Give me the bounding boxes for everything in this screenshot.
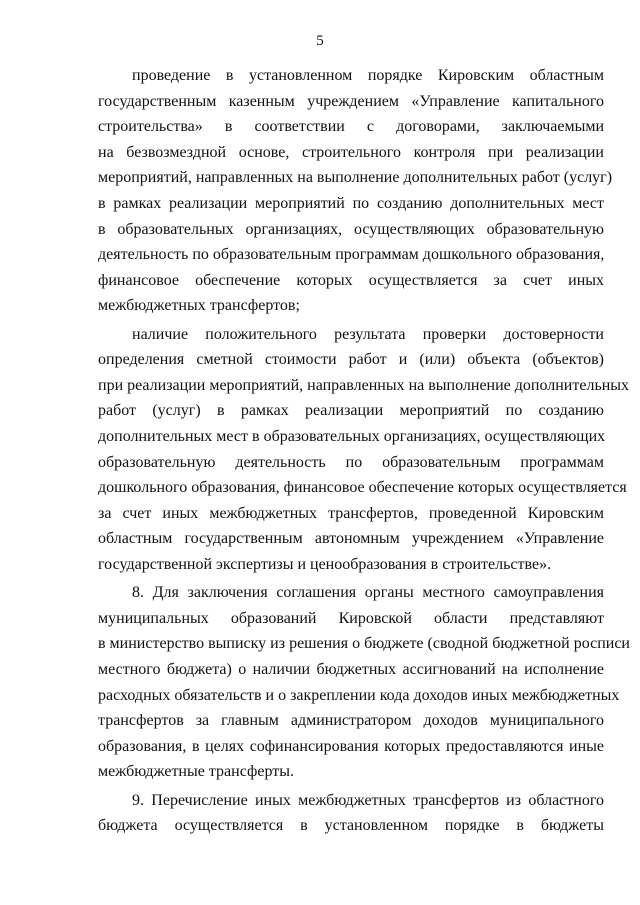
text-line: проведение в установленном порядке Кировским областным (132, 67, 604, 84)
text-line: строительства» в соответствии с договорами, заключаемыми (98, 118, 604, 136)
paragraph-item-8 (98, 580, 630, 785)
text-line: областным государственным автономным учреждением «Управление (98, 530, 604, 548)
text-line: в образовательных организациях, осуществляющих образовательную (98, 220, 604, 238)
text-line: бюджета осуществляется в установленном порядке в бюджеты (98, 817, 604, 835)
text-line: деятельность по образовательным программам дошкольного образования, (98, 246, 605, 264)
text-line: 8. Для заключения соглашения органы местного самоуправления (132, 584, 604, 602)
text-line: определения сметной стоимости работ и (или) объекта (объектов) (98, 351, 604, 369)
text-line: государственной экспертизы и ценообразования в строительстве». (98, 555, 552, 573)
text-line: мероприятий, направленных на выполнение дополнительных работ (услуг) (98, 169, 613, 187)
text-line: образования, в целях софинансирования которых предоставляются иные (98, 737, 604, 755)
text-line: образовательную деятельность по образовательным программам (98, 453, 604, 471)
text-line: дополнительных мест в образовательных организациях, осуществляющих (98, 428, 606, 445)
text-line: работ (услуг) в рамках реализации мероприятий по созданию (98, 402, 604, 420)
text-line: 9. Перечисление иных межбюджетных трансфертов из областного (132, 791, 604, 809)
text-line: муниципальных образований Кировской области представляют (98, 609, 604, 627)
paragraph-cost-verification (98, 322, 630, 578)
text-line: расходных обязательств и о закреплении кода доходов иных межбюджетных (98, 686, 620, 704)
text-line: финансовое обеспечение которых осуществляется за счет иных (98, 271, 604, 289)
text-line: государственным казенным учреждением «Управление капитального (98, 92, 604, 110)
text-line: в рамках реализации мероприятий по созданию дополнительных мест (98, 194, 604, 212)
paragraph-item-9 (98, 788, 604, 839)
document-body (98, 63, 630, 842)
text-line: межбюджетные трансферты. (98, 763, 294, 781)
page-number: 5 (316, 33, 324, 49)
text-line: трансфертов за главным администратором доходов муниципального (98, 712, 604, 730)
text-line: наличие положительного результата проверки достоверности (132, 325, 604, 343)
text-line: на безвозмездной основе, строительного контроля при реализации (98, 143, 604, 161)
text-line: дошкольного образования, финансовое обеспечение которых осуществляется (98, 479, 627, 497)
text-line: межбюджетных трансфертов; (98, 297, 300, 315)
text-line: за счет иных межбюджетных трансфертов, проведенной Кировским (98, 504, 604, 522)
text-line: местного бюджета) о наличии бюджетных ассигнований на исполнение (98, 661, 604, 679)
text-line: в министерство выписку из решения о бюджете (сводной бюджетной росписи (98, 635, 630, 653)
paragraph-construction-control (98, 63, 613, 319)
text-line: при реализации мероприятий, направленных на выполнение дополнительных (98, 376, 630, 394)
